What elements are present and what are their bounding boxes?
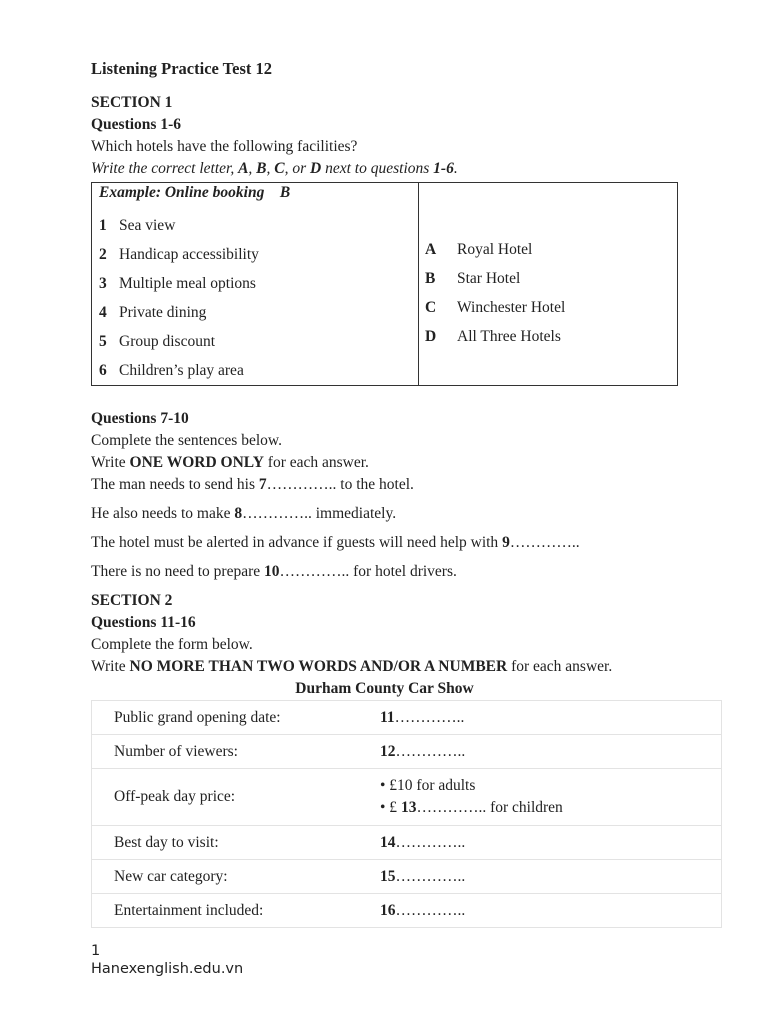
q1-6-prompt: Which hotels have the following facilities?: [91, 138, 358, 155]
form-label: New car category:: [92, 860, 381, 894]
hotel-option: B Star Hotel: [425, 270, 521, 287]
facility-item: 6 Children’s play area: [99, 362, 244, 379]
document-page: [91, 58, 731, 700]
answer-blank[interactable]: …………..: [394, 708, 465, 726]
answer-blank[interactable]: …………..: [416, 799, 487, 816]
hotel-option: D All Three Hotels: [425, 328, 561, 345]
form-label: Off-peak day price:: [92, 769, 381, 826]
example-row: Example: Online booking B: [99, 184, 291, 201]
sentence-7: The man needs to send his 7………….. to the hotel.: [91, 476, 414, 493]
form-answer: 14…………..: [380, 826, 722, 860]
form-answer: [380, 769, 722, 826]
q1-6-heading: Questions 1-6: [91, 116, 181, 133]
form-row: [92, 860, 722, 894]
form-answer: 15…………..: [380, 860, 722, 894]
form-row: [92, 701, 722, 735]
q11-16-instruction: Write NO MORE THAN TWO WORDS AND/OR A NUMBER for each answer.: [91, 658, 613, 675]
sentence-8: He also needs to make 8………….. immediately.: [91, 505, 397, 522]
q7-10-instruction: Write ONE WORD ONLY for each answer.: [91, 454, 369, 471]
footer-site[interactable]: Hanexenglish.edu.vn: [91, 961, 244, 977]
page-number: 1: [91, 943, 101, 959]
facility-item: 5 Group discount: [99, 333, 216, 350]
form-title: Durham County Car Show: [295, 680, 474, 697]
q1-6-instruction: Write the correct letter, A, B, C, or D next to questions 1-6.: [91, 160, 458, 177]
price-adults: • £10 for adults: [380, 777, 476, 794]
price-children: • £ 13………….. for children: [380, 799, 563, 816]
hotels-column: [419, 183, 678, 386]
form-answer: 12…………..: [380, 735, 722, 769]
form-answer: 16…………..: [380, 894, 722, 928]
matching-table: [91, 182, 678, 386]
form-row: [92, 735, 722, 769]
q7-10-prompt: Complete the sentences below.: [91, 432, 282, 449]
sentence-10: There is no need to prepare 10………….. for hotel drivers.: [91, 563, 457, 580]
section1-heading: SECTION 1: [91, 94, 173, 111]
test-title: Listening Practice Test 12: [91, 59, 273, 78]
sentence-9: The hotel must be alerted in advance if guests will need help with 9…………..: [91, 534, 580, 551]
page-footer: [91, 942, 243, 978]
answer-blank[interactable]: …………..: [266, 476, 337, 493]
answer-blank[interactable]: …………..: [395, 901, 466, 919]
form-label: Public grand opening date:: [92, 701, 381, 735]
hotel-option: C Winchester Hotel: [425, 299, 566, 316]
form-row: [92, 894, 722, 928]
answer-blank[interactable]: …………..: [395, 867, 466, 885]
form-answer: 11…………..: [380, 701, 722, 735]
facilities-column: [92, 183, 419, 386]
answer-blank[interactable]: …………..: [395, 833, 466, 851]
form-label: Entertainment included:: [92, 894, 381, 928]
facility-item: 3 Multiple meal options: [99, 275, 256, 292]
answer-blank[interactable]: …………..: [279, 563, 350, 580]
car-show-form: [91, 700, 722, 928]
form-row: [92, 769, 722, 826]
facility-item: 4 Private dining: [99, 304, 207, 321]
facility-item: 2 Handicap accessibility: [99, 246, 259, 263]
form-label: Best day to visit:: [92, 826, 381, 860]
q7-10-heading: Questions 7-10: [91, 410, 189, 427]
answer-blank[interactable]: …………..: [395, 742, 466, 760]
answer-blank[interactable]: …………..: [509, 534, 580, 551]
hotel-option: A Royal Hotel: [425, 241, 533, 258]
form-label: Number of viewers:: [92, 735, 381, 769]
form-row: [92, 826, 722, 860]
section2-heading: SECTION 2: [91, 592, 173, 609]
answer-blank[interactable]: …………..: [242, 505, 312, 522]
q11-16-heading: Questions 11-16: [91, 614, 196, 631]
q11-16-prompt: Complete the form below.: [91, 636, 253, 653]
facility-item: 1 Sea view: [99, 217, 176, 234]
